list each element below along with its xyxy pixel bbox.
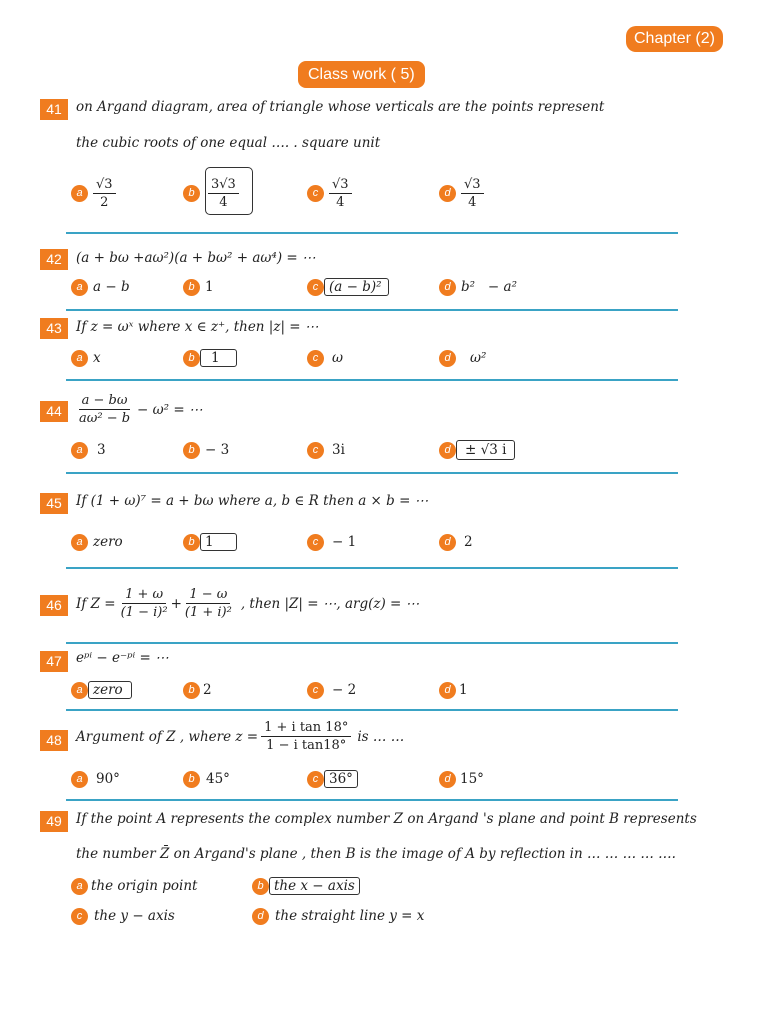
option-value: the x − axis <box>269 877 360 895</box>
option-letter: b <box>183 279 200 296</box>
option-value: − 1 <box>332 534 357 550</box>
option-d[interactable] <box>439 277 517 297</box>
option-letter: d <box>439 534 456 551</box>
question-text: on Argand diagram, area of triangle whose verticals are the points represent <box>76 99 605 115</box>
option-c[interactable] <box>307 769 358 789</box>
option-b[interactable] <box>183 532 237 552</box>
option-a[interactable] <box>71 680 132 700</box>
option-letter: d <box>439 350 456 367</box>
option-value: zero <box>93 534 123 550</box>
question-expression <box>76 392 202 427</box>
question-number: 43 <box>40 318 68 339</box>
separator <box>66 379 678 381</box>
option-a[interactable] <box>71 277 130 297</box>
question-text: If z = ωˣ where x ∈ z⁺, then |z| = ⋯ <box>76 319 319 335</box>
separator <box>66 472 678 474</box>
question-fraction: $\frac{a - b\omega}{\text{aω² − b}}$ <box>79 393 131 426</box>
option-value: 2 <box>203 682 212 698</box>
question-number: 45 <box>40 493 68 514</box>
option-fraction: $\frac{√3}{2}$ <box>93 176 116 211</box>
option-letter: c <box>307 442 324 459</box>
option-c[interactable] <box>307 532 356 552</box>
separator <box>66 642 678 644</box>
question-fraction: $\frac{1 - \omega}{\text{(1 + i)²}}$ <box>184 587 232 620</box>
question-text: − ω² = ⋯ <box>137 401 203 418</box>
option-d[interactable] <box>439 769 484 789</box>
option-value: 90° <box>96 771 120 787</box>
option-value: the origin point <box>91 878 198 894</box>
option-value: − 2 <box>332 682 357 698</box>
option-b[interactable] <box>183 680 212 700</box>
option-c[interactable] <box>307 440 345 460</box>
option-fraction: $\frac{√3}{4}$ <box>461 176 484 211</box>
option-value: 2 <box>464 534 473 550</box>
option-value: 1 <box>459 682 468 698</box>
option-value: 3i <box>332 442 345 458</box>
question-number: 46 <box>40 595 68 616</box>
option-fraction: $\frac{3√3}{4}$ <box>208 176 239 211</box>
option-letter: b <box>183 350 200 367</box>
option-b[interactable] <box>183 348 237 368</box>
question-fraction: $\frac{\text{1 + i tan 18°}}{\text{1 − i tan18°}}$ <box>261 719 351 754</box>
question-expression <box>76 719 404 754</box>
option-letter: a <box>71 534 88 551</box>
option-value: the y − axis <box>94 908 175 924</box>
option-a[interactable] <box>71 348 101 368</box>
question-text: is … … <box>357 728 405 745</box>
option-value: 36° <box>324 770 358 788</box>
option-letter: a <box>71 350 88 367</box>
option-value: ω² <box>470 350 487 366</box>
plus-sign: + <box>170 595 182 612</box>
option-letter: a <box>71 682 88 699</box>
option-letter: d <box>439 185 456 202</box>
separator <box>66 232 678 234</box>
class-work-title: Class work ( 5) <box>298 61 425 88</box>
option-value: − 3 <box>205 442 230 458</box>
option-letter: c <box>307 185 324 202</box>
option-value: ± √3 i <box>456 440 515 460</box>
option-letter: d <box>439 279 456 296</box>
question-text: the number Z̄ on Argand's plane , then B is the image of A by reflection in … … … … …. <box>76 846 676 862</box>
option-value: x <box>93 350 101 366</box>
option-letter: b <box>183 534 200 551</box>
question-number: 49 <box>40 811 68 832</box>
question-expression <box>76 586 419 621</box>
option-letter: b <box>183 442 200 459</box>
option-value: 1 <box>200 349 237 367</box>
option-letter: c <box>307 279 324 296</box>
option-b[interactable] <box>183 440 229 460</box>
option-value: 1 <box>200 533 237 551</box>
separator <box>66 709 678 711</box>
option-letter: c <box>307 682 324 699</box>
option-c[interactable] <box>307 348 343 368</box>
option-letter: c <box>71 908 88 925</box>
option-letter: c <box>307 350 324 367</box>
option-letter: c <box>307 534 324 551</box>
option-value: 1 <box>205 279 214 295</box>
question-text: If Z = <box>76 595 116 612</box>
option-a[interactable] <box>71 769 120 789</box>
option-letter: d <box>439 442 456 459</box>
question-text: (a + bω +aω²)(a + bω² + aω⁴) = ⋯ <box>76 250 316 266</box>
option-c[interactable] <box>307 176 352 210</box>
option-c[interactable] <box>71 906 175 926</box>
option-value: (a − b)² <box>324 278 389 296</box>
question-number: 41 <box>40 99 68 120</box>
question-text: the cubic roots of one equal …. . square unit <box>76 135 381 151</box>
option-a[interactable] <box>71 532 123 552</box>
option-b[interactable] <box>183 176 239 210</box>
option-d[interactable] <box>252 906 424 926</box>
option-letter: d <box>252 908 269 925</box>
option-letter: b <box>183 185 200 202</box>
option-letter: a <box>71 279 88 296</box>
option-d[interactable] <box>439 680 468 700</box>
option-value: b² − a² <box>461 279 517 295</box>
option-b[interactable] <box>183 769 230 789</box>
option-letter: a <box>71 185 88 202</box>
option-a[interactable] <box>71 176 116 210</box>
question-number: 42 <box>40 249 68 270</box>
option-letter: d <box>439 682 456 699</box>
option-a[interactable] <box>71 440 106 460</box>
option-value: 3 <box>97 442 106 458</box>
option-letter: d <box>439 771 456 788</box>
option-value: zero <box>88 681 132 699</box>
option-letter: b <box>252 878 269 895</box>
option-d[interactable] <box>439 532 473 552</box>
option-fraction: $\frac{√3}{4}$ <box>329 176 352 211</box>
option-value: a − b <box>93 279 130 295</box>
option-value: ω <box>332 350 344 366</box>
option-d[interactable] <box>439 176 484 210</box>
option-letter: c <box>307 771 324 788</box>
option-b[interactable] <box>252 876 360 896</box>
option-letter: a <box>71 771 88 788</box>
question-text: If (1 + ω)⁷ = a + bω where a, b ∈ R then a × b = ⋯ <box>76 493 429 509</box>
separator <box>66 309 678 311</box>
question-text: , then |Z| = ⋯, arg(z) = ⋯ <box>240 595 420 612</box>
chapter-badge: Chapter (2) <box>626 26 723 52</box>
question-text: Argument of Z , where z = <box>76 728 259 745</box>
question-number: 48 <box>40 730 68 751</box>
option-letter: b <box>183 771 200 788</box>
option-letter: a <box>71 878 88 895</box>
separator <box>66 799 678 801</box>
question-number: 47 <box>40 651 68 672</box>
separator <box>66 567 678 569</box>
option-value: 15° <box>460 771 484 787</box>
option-c[interactable] <box>307 680 356 700</box>
option-b[interactable] <box>183 277 214 297</box>
option-letter: b <box>183 682 200 699</box>
option-value: 45° <box>206 771 230 787</box>
question-text: If the point A represents the complex number Z on Argand 's plane and point B represents <box>76 811 697 827</box>
question-number: 44 <box>40 401 68 422</box>
option-a[interactable] <box>71 876 197 896</box>
question-fraction: $\frac{1 + \omega}{\text{(1 − i)²}}$ <box>120 587 168 620</box>
option-value: the straight line y = x <box>275 908 425 924</box>
option-d[interactable] <box>439 438 515 462</box>
question-text: eᵖⁱ − e⁻ᵖⁱ = ⋯ <box>76 650 169 666</box>
option-d[interactable] <box>439 348 486 368</box>
option-c[interactable] <box>307 277 389 297</box>
option-letter: a <box>71 442 88 459</box>
